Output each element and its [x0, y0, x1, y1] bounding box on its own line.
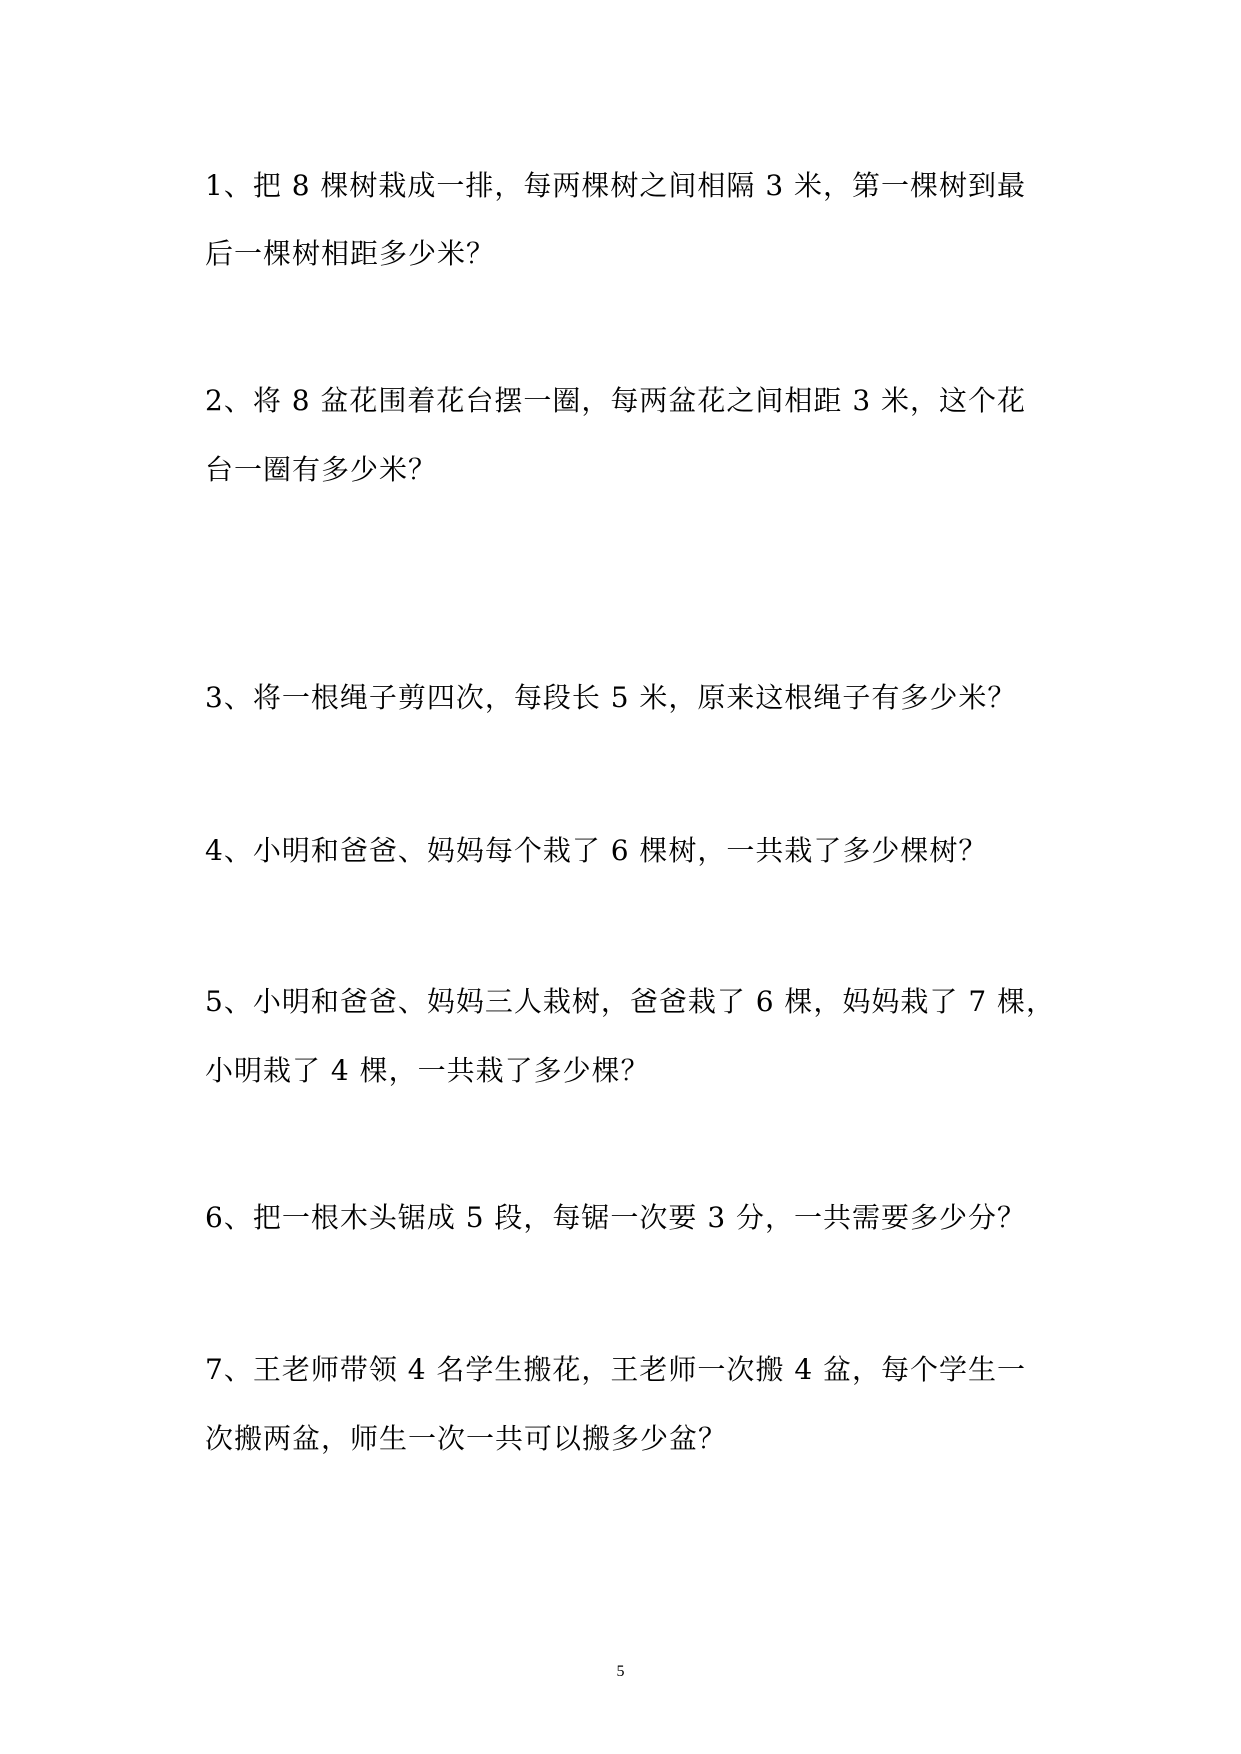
question-1-line-2: 后一棵树相距多少米？: [205, 237, 496, 270]
question-4-line-1: 4、小明和爸爸、妈妈每个栽了 6 棵树，一共栽了多少棵树？: [205, 834, 988, 867]
question-5-line-2: 小明栽了 4 棵，一共栽了多少棵？: [205, 1054, 650, 1087]
question-2-line-2: 台一圈有多少米？: [205, 453, 438, 486]
question-2-line-1: 2、将 8 盆花围着花台摆一圈，每两盆花之间相距 3 米，这个花: [205, 384, 1027, 417]
question-1-line-1: 1、把 8 棵树栽成一排，每两棵树之间相隔 3 米，第一棵树到最: [205, 169, 1027, 202]
question-6-line-1: 6、把一根木头锯成 5 段，每锯一次要 3 分，一共需要多少分？: [205, 1201, 1027, 1234]
question-7-line-1: 7、王老师带领 4 名学生搬花，王老师一次搬 4 盆，每个学生一: [205, 1353, 1027, 1386]
question-5-line-1: 5、小明和爸爸、妈妈三人栽树，爸爸栽了 6 棵，妈妈栽了 7 棵，: [205, 985, 1056, 1018]
question-3-line-1: 3、将一根绳子剪四次，每段长 5 米，原来这根绳子有多少米？: [205, 681, 1017, 714]
page-number: 5: [616, 1663, 625, 1680]
question-7-line-2: 次搬两盆，师生一次一共可以搬多少盆？: [205, 1422, 728, 1455]
